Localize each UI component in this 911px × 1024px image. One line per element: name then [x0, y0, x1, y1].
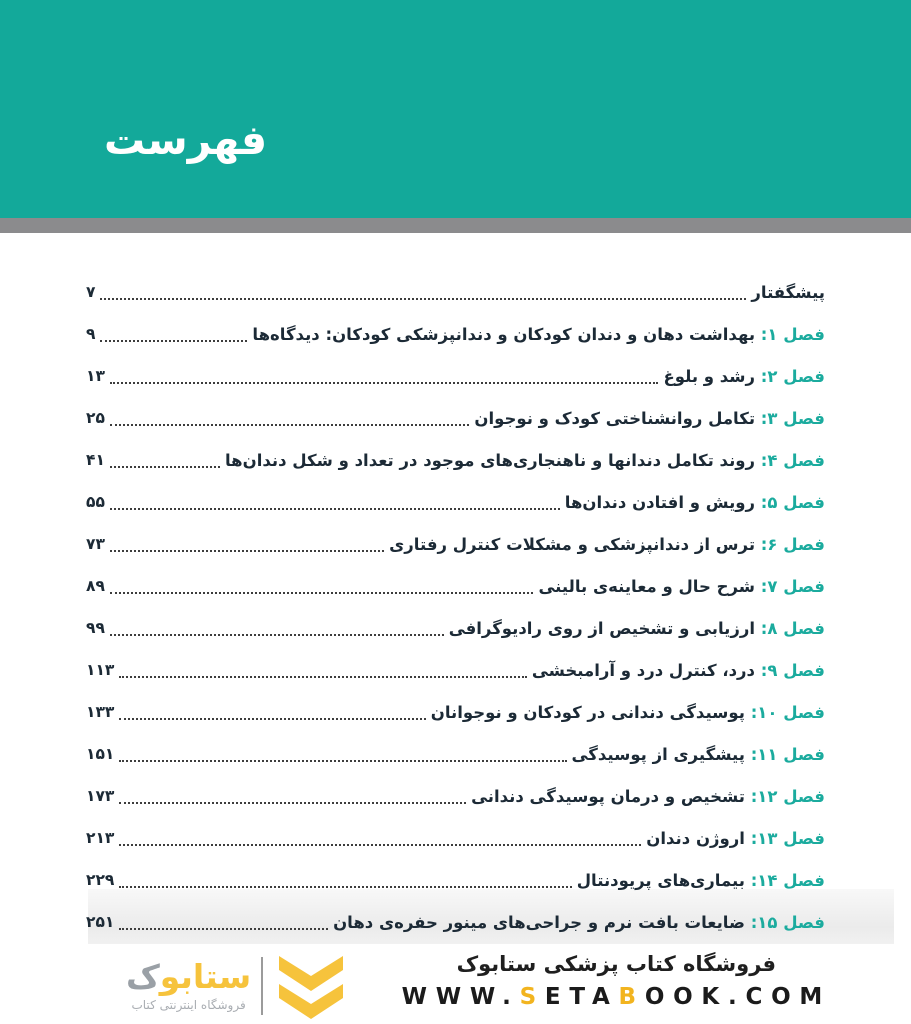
dotted-leader — [110, 466, 220, 468]
page-title: فهرست — [104, 116, 268, 164]
chapter-title-text: تشخیص و درمان پوسیدگی دندانی — [471, 786, 745, 806]
page-number: ۲۵۱ — [86, 913, 115, 931]
chapter-title-text: شرح حال و معاینه‌ی بالینی — [538, 576, 756, 596]
chapter-label: فصل ۶: — [755, 534, 825, 554]
chapter-title-text: پیشگفتار — [751, 282, 825, 302]
toc-entry-title — [577, 871, 825, 890]
url-accent-s: S — [519, 984, 545, 1010]
header-gray-strip — [0, 218, 911, 233]
double-chevron-icon — [273, 950, 349, 1022]
chapter-title-text: بهداشت دهان و دندان کودکان و دندانپزشکی کودکان: دیدگاه‌ها — [252, 324, 756, 344]
chapter-title-text: ترس از دندانپزشکی و مشکلات کنترل رفتاری — [389, 534, 756, 554]
dotted-leader — [110, 634, 444, 636]
page-number: ۱۱۳ — [86, 661, 115, 679]
chapter-label: فصل ۱۳: — [744, 828, 825, 848]
dotted-leader — [119, 760, 566, 762]
chapter-title-text: ارزیابی و تشخیص از روی رادیوگرافی — [448, 618, 756, 638]
toc-entry-title — [663, 367, 825, 386]
page-number: ۵۵ — [86, 493, 105, 511]
dotted-leader — [119, 802, 466, 804]
toc-row — [86, 481, 825, 523]
chapter-title-text: پوسیدگی دندانی در کودکان و نوجوانان — [430, 702, 745, 722]
url-part: WWW. — [401, 984, 520, 1010]
page-number: ۹۹ — [86, 619, 105, 637]
toc-entry-title — [225, 451, 825, 470]
toc-entry-title — [333, 913, 825, 932]
logo-divider-line — [261, 957, 263, 1015]
footer-text-block — [402, 952, 831, 1010]
page-number: ۸۹ — [86, 577, 105, 595]
page-number: ۲۵ — [86, 409, 105, 427]
dotted-leader — [119, 718, 425, 720]
chapter-title-text: درد، کنترل درد و آرامبخشی — [531, 660, 756, 680]
chapter-label: فصل ۳: — [755, 408, 825, 428]
page-number: ۷ — [86, 283, 96, 301]
website-url-link[interactable] — [402, 984, 831, 1010]
page-number: ۲۱۳ — [86, 829, 115, 847]
page-number: ۱۷۳ — [86, 787, 115, 805]
url-part: ETA — [544, 984, 619, 1010]
chapter-title-text: اروژن دندان — [646, 828, 745, 848]
chapter-label: فصل ۲: — [755, 366, 825, 386]
chapter-title-text: رویش و افتادن دندان‌ها — [564, 492, 756, 512]
page-number: ۱۳ — [86, 367, 105, 385]
toc-row — [86, 523, 825, 565]
toc-entry-title — [389, 535, 825, 554]
page-number: ۹ — [86, 325, 96, 343]
toc-entry-title — [431, 703, 825, 722]
footer — [0, 944, 911, 1024]
toc-row — [86, 691, 825, 733]
page-number: ۱۵۱ — [86, 745, 115, 763]
dotted-leader — [110, 424, 469, 426]
chapter-title-text: ضایعات بافت نرم و جراحی‌های مینور حفره‌ی دهان — [333, 912, 745, 932]
toc-row — [86, 607, 825, 649]
header-banner — [0, 0, 911, 218]
toc-entry-title — [471, 787, 825, 806]
chapter-title-text: پیشگیری از پوسیدگی — [571, 744, 745, 764]
toc-entry-title — [751, 283, 825, 302]
dotted-leader — [100, 298, 746, 300]
page-number: ۲۲۹ — [86, 871, 115, 889]
toc-entry-title — [572, 745, 825, 764]
setabook-logo[interactable] — [126, 950, 349, 1022]
page-number: ۴۱ — [86, 451, 105, 469]
toc-row — [86, 859, 825, 901]
toc-entry-title — [474, 409, 825, 428]
chapter-label: فصل ۱۴: — [744, 870, 825, 890]
logo-wordmark-block — [126, 957, 252, 1012]
toc-row — [86, 439, 825, 481]
url-accent-b: B — [618, 984, 645, 1010]
chapter-label: فصل ۱۵: — [744, 912, 825, 932]
toc-row — [86, 817, 825, 859]
chapter-title-text: روند تکامل دندانها و ناهنجاری‌های موجود در تعداد و شکل دندان‌ها — [224, 450, 756, 470]
logo-wordmark-kaf: ک — [126, 957, 160, 997]
dotted-leader — [119, 676, 526, 678]
dotted-leader — [119, 928, 328, 930]
chapter-label: فصل ۱۰: — [744, 702, 825, 722]
chapter-label: فصل ۵: — [755, 492, 825, 512]
page-number: ۷۳ — [86, 535, 105, 553]
dotted-leader — [110, 382, 659, 384]
toc-row — [86, 271, 825, 313]
chapter-title-text: تکامل روانشناختی کودک و نوجوان — [474, 408, 756, 428]
chapter-label: فصل ۱۱: — [744, 744, 825, 764]
chapter-label: فصل ۹: — [755, 660, 825, 680]
toc-entry-title — [646, 829, 825, 848]
toc-row — [86, 649, 825, 691]
chapter-label: فصل ۴: — [755, 450, 825, 470]
toc-row — [86, 775, 825, 817]
chapter-label: فصل ۱۲: — [744, 786, 825, 806]
page-number: ۱۳۳ — [86, 703, 115, 721]
toc-entry-title — [565, 493, 825, 512]
logo-subtitle: فروشگاه اینترنتی کتاب — [131, 997, 246, 1012]
chapter-label: فصل ۱: — [755, 324, 825, 344]
dotted-leader — [110, 508, 560, 510]
toc-row — [86, 355, 825, 397]
toc-row — [86, 901, 825, 943]
dotted-leader — [100, 340, 247, 342]
chapter-title-text: رشد و بلوغ — [663, 366, 756, 386]
dotted-leader — [110, 592, 534, 594]
toc-entry-title — [449, 619, 825, 638]
logo-wordmark — [126, 957, 252, 997]
toc-row — [86, 397, 825, 439]
store-name-line: فروشگاه کتاب پزشکی ستابوک — [456, 952, 777, 976]
logo-wordmark-main: ستابو — [159, 957, 252, 997]
table-of-contents — [0, 233, 911, 943]
toc-entry-title — [532, 661, 825, 680]
dotted-leader — [119, 844, 641, 846]
toc-row — [86, 565, 825, 607]
dotted-leader — [119, 886, 571, 888]
chapter-label: فصل ۸: — [755, 618, 825, 638]
chapter-label: فصل ۷: — [755, 576, 825, 596]
chapter-title-text: بیماری‌های پریودنتال — [576, 870, 745, 890]
toc-row — [86, 313, 825, 355]
dotted-leader — [110, 550, 384, 552]
toc-row — [86, 733, 825, 775]
url-part: OOK.COM — [644, 984, 831, 1010]
toc-entry-title — [252, 325, 825, 344]
toc-entry-title — [538, 577, 825, 596]
